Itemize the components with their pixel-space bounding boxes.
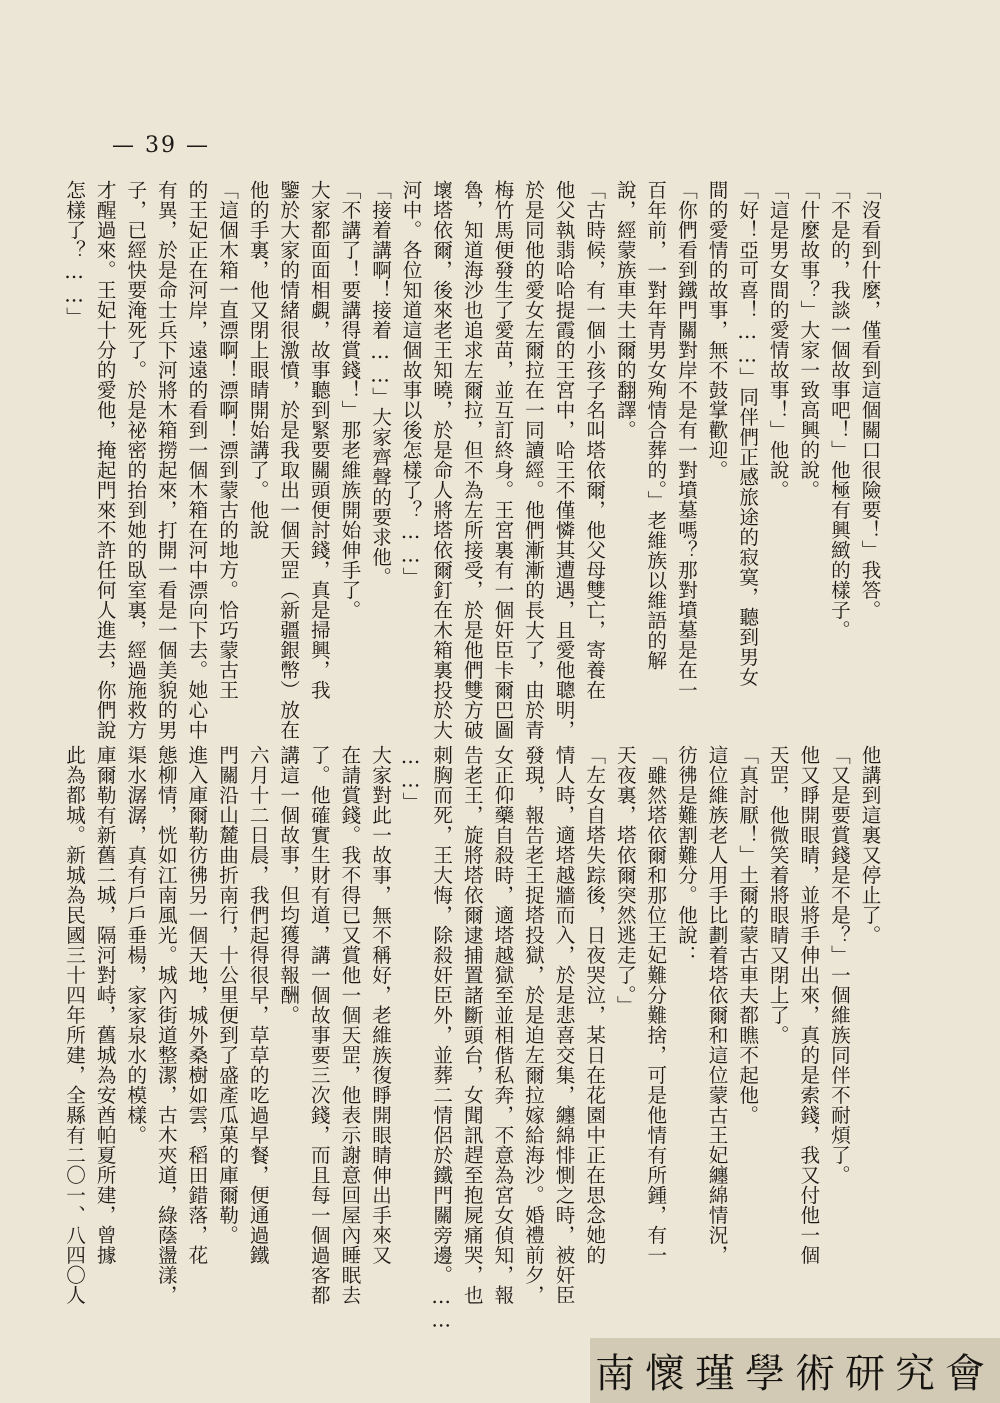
bottom-text-block [62,745,884,1332]
text-line: 渠水潺潺，真有戶戶垂楊，家家泉水的模樣。 [123,745,147,1145]
text-line: ……」 [399,745,423,812]
text-line: 「好！亞可喜！……」同伴們正感旅途的寂寞，聽到男女 [735,180,759,687]
text-line: 他的手裏，他又閉上眼睛開始講了。他說 [246,180,270,540]
page-number: — 39 — [112,133,210,158]
text-line: 的王妃正在河岸，遠遠的看到一個木箱在河中漂向下去。她心中 [184,180,208,740]
text-line: 才醒過來。王妃十分的愛他，掩起門來不許任何人進去，你們說 [93,180,117,740]
text-line: 「沒看到什麼，僅看到這個關口很險要！」我答。 [858,180,881,620]
text-line: 進入庫爾勒彷彿另一個天地，城外桑樹如雲，稻田錯落，花 [184,745,208,1265]
text-line: 於是同他的愛女左爾拉在一同讀經。他們漸漸的長大了，由於青 [521,180,545,740]
text-line: 刺胸而死，王大悔，除殺奸臣外，並葬二情侶於鐵門關旁邊。…… [429,745,453,1332]
text-line: 河中。各位知道這個故事以後怎樣了？……」 [399,180,423,587]
text-line: 怎樣了？……」 [62,180,86,327]
text-line: 間的愛情的故事，無不鼓掌歡迎。 [705,180,729,480]
text-line: 「雖然塔依爾和那位王妃難分難捨，可是他情有所鍾，有一 [643,745,667,1265]
text-line: 這位維族老人用手比劃着塔依爾和這位蒙古王妃纏綿情況， [705,745,729,1265]
text-line: 大家對此一故事，無不稱好，老維族復睜開眼睛伸出手來又 [368,745,392,1265]
text-line: 「真討厭！」土爾的蒙古車夫都瞧不起他。 [735,745,759,1125]
text-line: 「不是的，我談一個故事吧！」他極有興緻的樣子。 [827,180,851,640]
text-line: 女正仰藥自殺時，適塔越獄至並相偕私奔，不意為宮女偵知，報 [490,745,514,1305]
text-line: 門關沿山麓曲折南行，十公里便到了盛產瓜菓的庫爾勒。 [215,745,239,1245]
text-line: 他又睜開眼睛，並將手伸出來，真的是索錢，我又付他一個 [796,745,820,1265]
text-line: 「古時候，有一個小孩子名叫塔依爾，他父母雙亡，寄養在 [582,180,606,700]
text-line: 說，經蒙族車夫土爾的翻譯。 [613,180,637,440]
text-line: 壞塔依爾，後來老王知曉，於是命人將塔依爾釘在木箱裏投於大 [429,180,453,740]
publisher-watermark: 南懷瑾學術研究會 [590,1338,1000,1403]
text-line: 庫爾勒有新舊二城，隔河對峙，舊城為安酋帕夏所建，曾據 [93,745,117,1265]
text-line: 他父執翡哈哈提霞的王宮中，哈王不僅憐其遭遇，且愛他聰明， [552,180,576,740]
text-line: 天夜裏，塔依爾突然逃走了。」 [613,745,637,1016]
text-line: 「你們看到鐵門關對岸不是有一對墳墓嗎？那對墳墓是在一 [674,180,698,700]
text-line: 情人時，適塔越牆而入，於是悲喜交集，纏綿悱惻之時，被奸臣 [552,745,576,1305]
text-line: 發現，報告老王捉塔投獄，於是迫左爾拉嫁給海沙。婚禮前夕， [521,745,545,1305]
text-line: 此為都城。新城為民國三十四年所建，全縣有二〇一、八四〇人 [62,745,86,1305]
text-line: 六月十二日晨，我們起得很早，草草的吃過早餐，便通過鐵 [246,745,270,1265]
text-line: 魯，知道海沙也追求左爾拉，但不為左所接受，於是他們雙方破 [460,180,484,740]
text-line: 「接着講啊！接着……」大家齊聲的要求他。 [368,180,392,587]
text-line: 大家都面面相覷，故事聽到緊要關頭便討錢，真是掃興，我 [307,180,331,700]
text-line: 「又是要賞錢是不是？」一個維族同伴不耐煩了。 [827,745,851,1185]
top-text-block [62,180,884,740]
text-line: 「這個木箱一直漂啊！漂啊！漂到蒙古的地方。恰巧蒙古王 [215,180,239,700]
text-line: 天罡，他微笑着將眼睛又閉上了。 [766,745,790,1045]
text-line: 態柳情，恍如江南風光。城內街道整潔，古木夾道，綠蔭盪漾， [154,745,178,1305]
text-line: 他講到這裏又停止了。 [858,745,881,945]
text-line: 「不講了！要講得賞錢！」那老維族開始伸手了。 [337,180,361,620]
text-line: 「什麼故事？」大家一致高興的說。 [796,180,820,500]
text-line: 告老王，旋將塔依爾逮捕置諸斷頭台，女聞訊趕至抱屍痛哭，也 [460,745,484,1305]
text-line: 講這一個故事，但均獲得報酬。 [276,745,300,1025]
text-line: 彷彿是難割難分。他說： [674,745,698,965]
text-line: 有異，於是命士兵下河將木箱撈起來，打開一看是一個美貌的男 [154,180,178,740]
text-line: 「這是男女間的愛情故事！」他說。 [766,180,790,500]
text-line: 鑒於大家的情緒很激憤，於是我取出一個天罡（新疆銀幣）放在 [276,180,300,740]
text-line: 子，已經快要淹死了。於是祕密的抬到她的臥室裏，經過施救方 [123,180,147,740]
text-line: 在請賞錢。我不得已又賞他一個天罡，他表示謝意回屋內睡眠去 [337,745,361,1305]
text-line: 梅竹馬便發生了愛苗，並互訂終身。王宮裏有一個奸臣卡爾巴圖 [490,180,514,740]
text-line: 「左女自塔失踪後，日夜哭泣，某日在花園中正在思念她的 [582,745,606,1265]
text-line: 了。他確實生財有道，講一個故事要三次錢，而且每一個過客都 [307,745,331,1305]
text-line: 百年前，一對年青男女殉情合葬的。」老維族以維語的解 [643,180,667,671]
